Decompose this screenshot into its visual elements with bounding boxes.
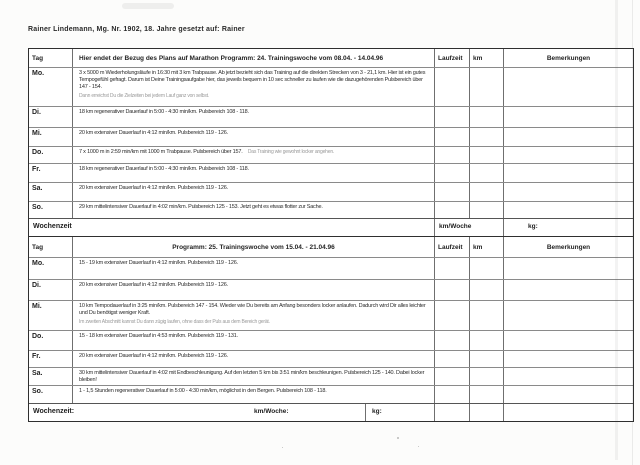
workout-text: 30 km mittelintensiver Dauerlauf in 4:02 mit Endbeschleunigung. Auf den letzten 5 km bis 3:51 min/km beschleunigen. Pulsbereich 125 - 140. Dabei locker bleiben! [79, 370, 425, 383]
laufzeit-cell [435, 280, 470, 300]
table2-row-so [29, 385, 633, 403]
laufzeit-cell [435, 258, 470, 279]
table2-row-fr [29, 350, 633, 367]
scan-smudge [122, 3, 174, 9]
kg-label: kg: [528, 223, 538, 230]
bemerkungen-cell [504, 128, 633, 146]
workout-description [73, 301, 435, 330]
table2-footer-row [29, 403, 633, 421]
km-cell [470, 301, 504, 330]
workout-note: Das Training wie gewohnt locker angehen. [247, 149, 335, 155]
km-cell [470, 68, 504, 106]
laufzeit-cell [435, 147, 470, 163]
laufzeit-cell [435, 164, 470, 182]
table2-header-row [29, 237, 633, 257]
km-cell [470, 351, 504, 367]
workout-text: 29 km mittelintensiver Dauerlauf in 4:02 min/km. Pulsbereich 125 - 153. Jetzt geht es etwas flotter zur Sache. [79, 204, 323, 210]
table2-row-di [29, 279, 633, 300]
day-label: Sa. [29, 183, 73, 201]
table2-row-do [29, 330, 633, 350]
table1-footer-row [29, 218, 633, 237]
table1-row-mo [29, 67, 633, 106]
bemerkungen-cell [504, 301, 633, 330]
bemerkungen-cell [504, 386, 633, 403]
workout-text: 20 km extensiver Dauerlauf in 4:12 min/km. Pulsbereich 119 - 126. [79, 185, 228, 191]
workout-text: 15 - 18 km extensiver Dauerlauf in 4:53 min/km. Pulsbereich 119 - 131. [79, 333, 238, 339]
laufzeit-cell [435, 107, 470, 127]
bemerkungen-cell [504, 147, 633, 163]
col-header-bemerkungen: Bemerkungen [546, 55, 591, 62]
day-label: So. [29, 202, 73, 218]
workout-description [73, 202, 435, 218]
workout-text: 10 km Tempodauerlauf in 3:25 min/km. Pulsbereich 147 - 154. Wieder wie Du bereits am Anfang besonders locker anlaufen. Dadurch wird Dir alles leichter und Du benötigst weniger Kraft. [79, 303, 426, 316]
km-per-week-label: km/Woche [435, 219, 504, 237]
workout-text: 20 km extensiver Dauerlauf in 4:12 min/km. Pulsbereich 119 - 126. [79, 353, 228, 359]
wochenzeit-text: Wochenzeit: [33, 408, 75, 415]
km-cell [470, 386, 504, 403]
bemerkungen-cell [504, 202, 633, 218]
workout-text: 20 km extensiver Dauerlauf in 4:12 min/km. Pulsbereich 119 - 126. [79, 130, 228, 136]
workout-text: 7 x 1000 m in 2:59 min/km mit 1000 m Trabpause. Pulsbereich über 157. [79, 149, 243, 155]
km-cell [470, 258, 504, 279]
laufzeit-cell [435, 128, 470, 146]
laufzeit-cell [435, 404, 470, 421]
workout-description [73, 68, 435, 106]
laufzeit-cell [435, 202, 470, 218]
km-per-week-label: km/Woche: [254, 408, 289, 415]
day-label: Mo. [29, 68, 73, 106]
workout-description [73, 164, 435, 182]
workout-description [73, 183, 435, 201]
bemerkungen-cell [504, 280, 633, 300]
bemerkungen-cell [504, 183, 633, 201]
table1-row-di [29, 106, 633, 127]
km-cell [470, 147, 504, 163]
workout-description [73, 258, 435, 279]
workout-text: 18 km regenerativer Dauerlauf in 5:00 - 4:30 min/km. Pulsbereich 108 - 118. [79, 166, 249, 172]
bemerkungen-cell [504, 164, 633, 182]
scan-speck [282, 447, 283, 448]
day-label: Fr. [29, 351, 73, 367]
day-label: Di. [29, 107, 73, 127]
col-header-laufzeit: Laufzeit [435, 237, 470, 257]
laufzeit-cell [435, 386, 470, 403]
workout-description [73, 351, 435, 367]
workout-description [73, 280, 435, 300]
km-cell [470, 183, 504, 201]
bemerkungen-cell [504, 258, 633, 279]
col-header-tag: Tag [29, 49, 73, 67]
day-label: So. [29, 386, 73, 403]
km-cell [470, 280, 504, 300]
col-header-km: km [470, 49, 504, 67]
laufzeit-cell [435, 331, 470, 350]
km-cell [470, 404, 504, 421]
day-label: Fr. [29, 164, 73, 182]
week-total-label: Wochenzeit [29, 219, 435, 237]
bemerkungen-cell [504, 107, 633, 127]
workout-description [73, 147, 435, 163]
table1-header-row [29, 49, 633, 67]
day-label: Sa. [29, 368, 73, 385]
training-table-week-25 [28, 236, 634, 422]
bemerkungen-cell [504, 331, 633, 350]
training-table-week-24 [28, 48, 634, 238]
km-cell [470, 107, 504, 127]
km-cell [470, 202, 504, 218]
day-label: Do. [29, 331, 73, 350]
table1-title: Hier endet der Bezug des Plans auf Marathon Programm: 24. Trainingswoche vom 08.04. - 14.04.96 [73, 49, 435, 67]
day-label: Mi. [29, 128, 73, 146]
table1-row-fr [29, 163, 633, 182]
bemerkungen-cell [504, 368, 633, 385]
laufzeit-cell [435, 68, 470, 106]
workout-text: 15 - 19 km extensiver Dauerlauf in 4:12 min/km. Pulsbereich 119 - 126. [79, 260, 238, 266]
laufzeit-cell [435, 183, 470, 201]
workout-description [73, 128, 435, 146]
col-header-bemerkungen: Bemerkungen [546, 244, 591, 251]
km-cell [470, 368, 504, 385]
table2-title: Programm: 25. Trainingswoche vom 15.04. - 21.04.96 [73, 237, 435, 257]
table1-row-do [29, 146, 633, 163]
day-label: Di. [29, 280, 73, 300]
workout-text: 1 - 1,5 Stunden regenerativer Dauerlauf in 5:00 - 4:30 min/km, möglichst in den Bergen. Pulsbereich 108 - 118. [79, 388, 327, 394]
workout-description [73, 368, 435, 385]
workout-note: Im zweiten Abschnitt kannst Du dann zügig laufen, ohne dass der Puls aus dem Bereich gerät. [79, 319, 270, 325]
kg-label: kg: [366, 404, 435, 421]
scan-speck [418, 446, 419, 447]
km-cell [470, 128, 504, 146]
day-label: Mo. [29, 258, 73, 279]
bemerkungen-cell [504, 351, 633, 367]
table2-row-sa [29, 367, 633, 385]
workout-description [73, 331, 435, 350]
laufzeit-cell [435, 301, 470, 330]
document-header-line: Rainer Lindemann, Mg. Nr. 1902, 18. Jahre gesetzt auf: Rainer [28, 26, 245, 33]
table1-row-so [29, 201, 633, 218]
km-cell [470, 164, 504, 182]
laufzeit-cell [435, 368, 470, 385]
workout-text: 18 km regenerativer Dauerlauf in 5:00 - 4:30 min/km. Pulsbereich 108 - 118. [79, 109, 249, 115]
scan-streak [615, 0, 618, 460]
scan-speck [397, 437, 399, 439]
table1-row-mi [29, 127, 633, 146]
day-label: Do. [29, 147, 73, 163]
day-label: Mi. [29, 301, 73, 330]
workout-description [73, 107, 435, 127]
workout-text: 20 km extensiver Dauerlauf in 4:12 min/km. Pulsbereich 119 - 126. [79, 282, 228, 288]
table1-row-sa [29, 182, 633, 201]
bemerkungen-cell [504, 404, 633, 421]
workout-text: 3 x 5000 m Wiederholungsläufe in 16:30 mit 3 km Trabpause. Ab jetzt bezieht sich das Training auf die direkten Strecken von 3 - 21,1 km. Hier ist ein gutes Tempogefühl gefragt. Darum ist Deine Trainingsaufgabe hier, das jeweils bequem in 10 sec schneller zu laufen wie die dazugehörenden Pulsbereich über 147 - 154. [79, 70, 426, 90]
week-total-label [29, 404, 366, 421]
scan-edge-line [632, 0, 633, 465]
km-cell [470, 331, 504, 350]
workout-note: Dann erreichst Du die Zielzeiten bei jedem Lauf ganz von selbst. [79, 93, 210, 99]
table2-row-mo [29, 257, 633, 279]
workout-description [73, 386, 435, 403]
col-header-km: km [470, 237, 504, 257]
bemerkungen-cell [504, 68, 633, 106]
laufzeit-cell [435, 351, 470, 367]
col-header-laufzeit: Laufzeit [435, 49, 470, 67]
table2-row-mi [29, 300, 633, 330]
col-header-tag: Tag [29, 237, 73, 257]
